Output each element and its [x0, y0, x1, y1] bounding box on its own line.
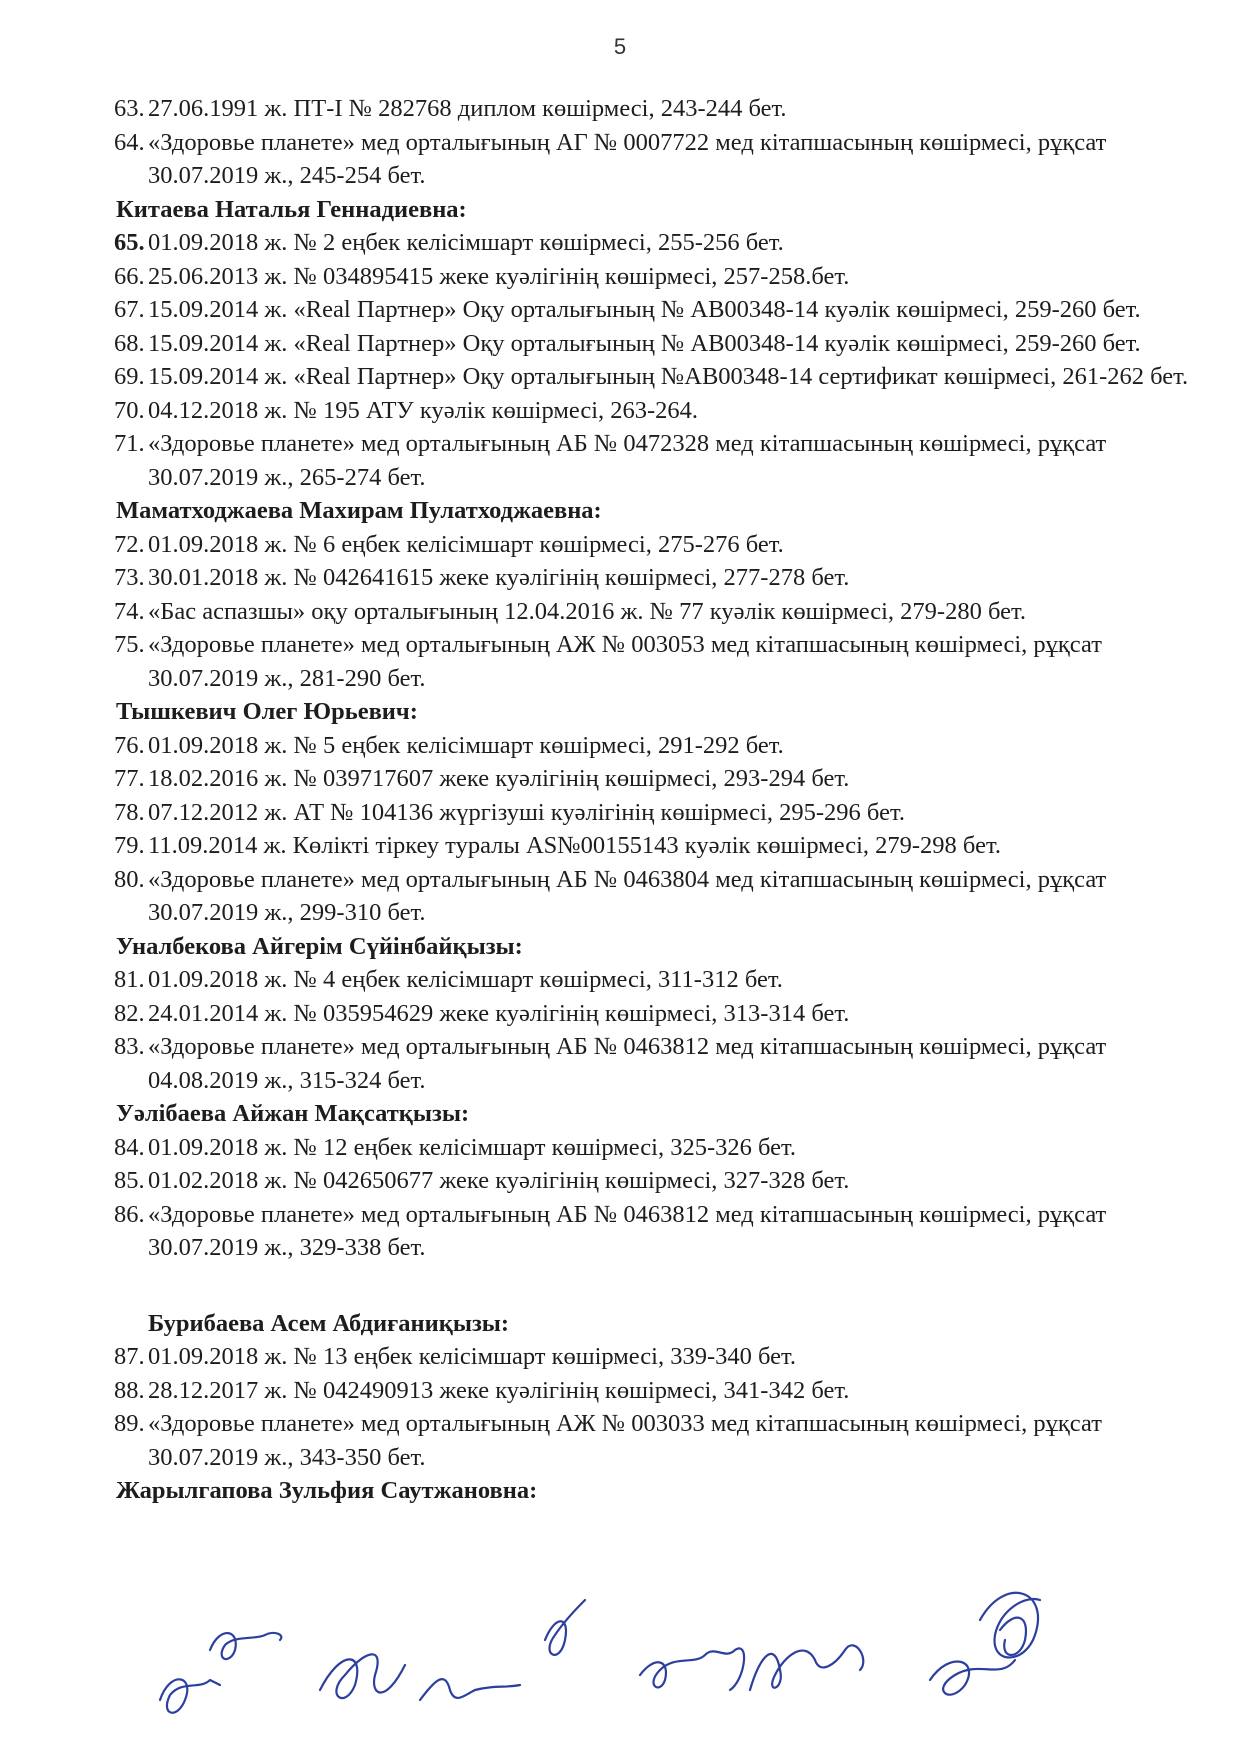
- list-item-number: 66.: [114, 262, 145, 290]
- list-item: [114, 293, 1214, 327]
- list-item-number: 85.: [114, 1167, 145, 1194]
- list-item-text: 01.09.2018 ж. № 12 еңбек келісімшарт көшірмесі, 325-326 бет.: [148, 1133, 797, 1161]
- list-item-number: 80.: [114, 865, 145, 893]
- list-item-text: «Здоровье планете» мед орталығының АБ № 0472328 мед кітапшасының көшірмесі, рұқсат 30.07.2019 ж., 265-274 бет.: [148, 430, 1107, 491]
- list-item-text: 04.12.2018 ж. № 195 АТУ куәлік көшірмесі, 263-264.: [148, 396, 699, 424]
- list-item-number: 83.: [114, 1033, 145, 1060]
- list-item-number: 70.: [114, 396, 145, 424]
- list-item: [114, 829, 1214, 863]
- list-item-text: «Здоровье планете» мед орталығының АЖ № 003033 мед кітапшасының көшірмесі, рұқсат 30.07.2019 ж., 343-350 бет.: [148, 1410, 1102, 1471]
- person-heading: Бурибаева Асем Абдиғаниқызы:: [148, 1309, 510, 1337]
- list-item-number: 78.: [114, 798, 145, 826]
- list-item-number: 88.: [114, 1376, 145, 1404]
- list-item-text: 15.09.2014 ж. «Real Партнер» Оқу орталығының №АВ00348-14 сертификат көшірмесі, 261-262 бет.: [148, 363, 1189, 390]
- list-item-text: 01.09.2018 ж. № 6 еңбек келісімшарт көшірмесі, 275-276 бет.: [148, 530, 784, 558]
- list-item-text: 25.06.2013 ж. № 034895415 жеке куәлігінің көшірмесі, 257-258.бет.: [148, 262, 850, 290]
- list-item: [114, 528, 1214, 562]
- list-item-number: 72.: [114, 530, 145, 558]
- list-item-text: «Здоровье планете» мед орталығының АБ № 0463804 мед кітапшасының көшірмесі, рұқсат 30.07.2019 ж., 299-310 бет.: [148, 865, 1107, 926]
- list-item: [114, 595, 1214, 629]
- list-item-number: 64.: [114, 128, 145, 156]
- list-item-text: 01.02.2018 ж. № 042650677 жеке куәлігінің көшірмесі, 327-328 бет.: [148, 1167, 850, 1194]
- document-body: [114, 92, 1214, 1508]
- list-item-number: 63.: [114, 95, 145, 122]
- list-item-text: 01.09.2018 ж. № 4 еңбек келісімшарт көшірмесі, 311-312 бет.: [148, 966, 783, 993]
- list-item-number: 79.: [114, 832, 145, 859]
- person-heading: Жарылгапова Зульфия Саутжановна:: [116, 1477, 538, 1504]
- list-item: [114, 963, 1214, 997]
- list-item-number: 74.: [114, 597, 145, 625]
- list-item: [114, 126, 1214, 193]
- list-item-text: «Здоровье планете» мед орталығының АЖ № 003053 мед кітапшасының көшірмесі, рұқсат 30.07.2019 ж., 281-290 бет.: [148, 631, 1102, 692]
- list-item-number: 81.: [114, 966, 145, 993]
- list-item: [114, 394, 1214, 428]
- list-item-number: 76.: [114, 731, 145, 759]
- list-item-text: 28.12.2017 ж. № 042490913 жеке куәлігінің көшірмесі, 341-342 бет.: [148, 1376, 850, 1404]
- list-item-number: 69.: [114, 363, 145, 390]
- page-number: 5: [613, 34, 627, 59]
- list-item-text: 01.09.2018 ж. № 5 еңбек келісімшарт көшірмесі, 291-292 бет.: [148, 731, 784, 759]
- list-item: [114, 327, 1214, 361]
- person-heading: Китаева Наталья Геннадиевна:: [116, 195, 467, 223]
- list-item: [114, 1374, 1214, 1408]
- list-item: [114, 1131, 1214, 1165]
- list-item: [114, 226, 1214, 260]
- list-item: [114, 561, 1214, 595]
- list-item: [114, 1198, 1214, 1265]
- list-item: [114, 1340, 1214, 1374]
- list-item: [114, 762, 1214, 796]
- list-item-number: 86.: [114, 1200, 145, 1228]
- list-item-text: 15.09.2014 ж. «Real Партнер» Оқу орталығының № АВ00348-14 куәлік көшірмесі, 259-260 бет.: [148, 329, 1141, 357]
- list-item-text: 07.12.2012 ж. АТ № 104136 жүргізуші куәлігінің көшірмесі, 295-296 бет.: [148, 798, 905, 826]
- list-item: [114, 260, 1214, 294]
- list-item-text: 15.09.2014 ж. «Real Партнер» Оқу орталығының № АВ00348-14 куәлік көшірмесі, 259-260 бет.: [148, 296, 1141, 323]
- person-heading: Уналбекова Айгерім Сүйінбайқызы:: [116, 932, 523, 960]
- list-item-text: 27.06.1991 ж. ПТ-І № 282768 диплом көшірмесі, 243-244 бет.: [148, 95, 787, 122]
- list-item-text: 24.01.2014 ж. № 035954629 жеке куәлігінің көшірмесі, 313-314 бет.: [148, 999, 850, 1027]
- list-item: [114, 729, 1214, 763]
- list-item-text: 30.01.2018 ж. № 042641615 жеке куәлігінің көшірмесі, 277-278 бет.: [148, 564, 850, 591]
- list-item-number: 65.: [114, 229, 145, 256]
- list-item-text: 01.09.2018 ж. № 13 еңбек келісімшарт көшірмесі, 339-340 бет.: [148, 1343, 797, 1370]
- list-item: [114, 796, 1214, 830]
- list-item-number: 68.: [114, 329, 145, 357]
- list-item-number: 82.: [114, 999, 145, 1027]
- list-item: [114, 997, 1214, 1031]
- section-spacer: [114, 1265, 1214, 1307]
- list-item-text: «Здоровье планете» мед орталығының АГ № 0007722 мед кітапшасының көшірмесі, рұқсат 30.07.2019 ж., 245-254 бет.: [148, 128, 1107, 189]
- list-item-number: 87.: [114, 1343, 145, 1370]
- signature-scribbles-icon: [150, 1590, 1230, 1740]
- list-item-number: 84.: [114, 1133, 145, 1161]
- list-item: [114, 863, 1214, 930]
- list-item-text: «Здоровье планете» мед орталығының АБ № 0463812 мед кітапшасының көшірмесі, рұқсат 30.07.2019 ж., 329-338 бет.: [148, 1200, 1107, 1261]
- list-item-text: «Здоровье планете» мед орталығының АБ № 0463812 мед кітапшасының көшірмесі, рұқсат 04.08.2019 ж., 315-324 бет.: [148, 1033, 1107, 1094]
- list-item-number: 89.: [114, 1410, 145, 1437]
- list-item-text: «Бас аспазшы» оқу орталығының 12.04.2016 ж. № 77 куәлік көшірмесі, 279-280 бет.: [148, 597, 1026, 625]
- list-item: [114, 1030, 1214, 1097]
- list-item-text: 18.02.2016 ж. № 039717607 жеке куәлігінің көшірмесі, 293-294 бет.: [148, 765, 850, 792]
- list-item-text: 01.09.2018 ж. № 2 еңбек келісімшарт көшірмесі, 255-256 бет.: [148, 229, 784, 256]
- list-item-number: 71.: [114, 430, 145, 457]
- list-item-number: 73.: [114, 564, 145, 591]
- list-item: [114, 92, 1214, 126]
- list-item-number: 67.: [114, 296, 145, 323]
- person-heading: Уәлібаева Айжан Мақсатқызы:: [116, 1100, 470, 1127]
- list-item: [114, 1407, 1214, 1474]
- list-item-number: 77.: [114, 765, 145, 792]
- list-item: [114, 1164, 1214, 1198]
- list-item-number: 75.: [114, 631, 145, 658]
- list-item: [114, 628, 1214, 695]
- list-item: [114, 427, 1214, 494]
- list-item: [114, 360, 1214, 394]
- person-heading: Маматходжаева Махирам Пулатходжаевна:: [116, 497, 602, 524]
- list-item-text: 11.09.2014 ж. Көлікті тіркеу туралы AS№00155143 куәлік көшірмесі, 279-298 бет.: [148, 832, 1001, 859]
- person-heading: Тышкевич Олег Юрьевич:: [116, 698, 418, 725]
- signatures: [150, 1590, 1230, 1740]
